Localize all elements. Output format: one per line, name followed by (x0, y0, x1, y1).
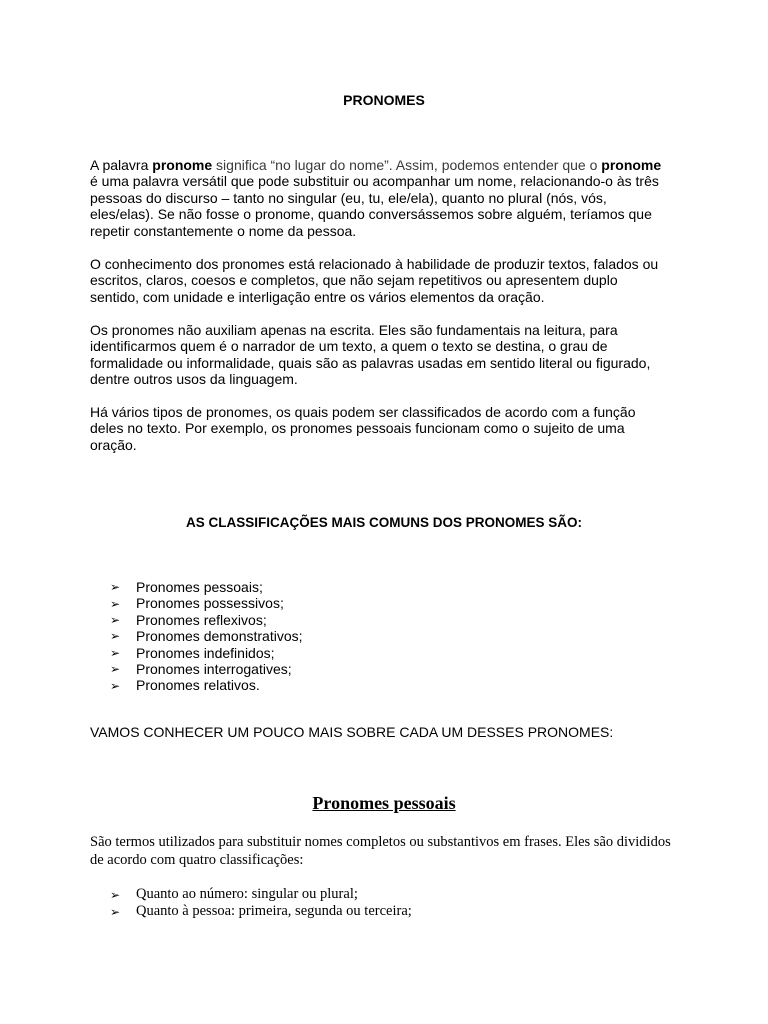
list-item (110, 628, 303, 644)
arrowhead-bullet-icon: ➢ (110, 645, 121, 660)
list-item (110, 903, 412, 920)
intro-paragraph (90, 157, 670, 239)
intro-text-2: significa “no lugar do nome”. Assim, podemos entender que o (212, 157, 602, 173)
arrowhead-bullet-icon: ➢ (110, 629, 121, 644)
arrowhead-bullet-icon: ➢ (110, 612, 121, 627)
intro-bold-1: pronome (152, 157, 213, 173)
pronomes-pessoais-heading: Pronomes pessoais (312, 793, 456, 813)
document-title: PRONOMES (343, 92, 425, 108)
classifications-heading: AS CLASSIFICAÇÕES MAIS COMUNS DOS PRONOMES SÃO: (185, 515, 583, 530)
list-item-label: Pronomes relativos. (136, 677, 260, 694)
list-item (110, 645, 303, 661)
reading-paragraph: Os pronomes não auxiliam apenas na escrita. Eles são fundamentais na leitura, para identificarmos quem é o narrador de um texto, a quem o texto se destina, o grau de formalidade ou informalidade, quais são as palavras usadas em sentido literal ou figurado, dentre outros usos da linguagem. (90, 322, 651, 388)
list-item-label: Pronomes possessivos; (136, 595, 284, 612)
intro-text-3: é uma palavra versátil que pode substituir ou acompanhar um nome, relacionando-o às três pessoas do discurso – tanto no singular (eu, tu, ele/ela), quanto no plural (nós, vós, eles/elas). Se não fosse o pronome, quando conversássemos sobre alguém, teríamos que repetir constantemente o nome da pessoa. (90, 173, 659, 239)
intro-sections-line: VAMOS CONHECER UM POUCO MAIS SOBRE CADA UM DESSES PRONOMES: (90, 724, 614, 740)
knowledge-paragraph: O conhecimento dos pronomes está relacionado à habilidade de produzir textos, falados ou escritos, claros, coesos e completos, que não sejam repetitivos ou apresentem duplo sentido, com unidade e interligação entre os vários elementos da oração. (90, 256, 659, 305)
list-item (110, 595, 303, 611)
classifications-list (110, 579, 303, 694)
pronomes-pessoais-list (110, 886, 412, 920)
arrowhead-bullet-icon: ➢ (110, 580, 121, 595)
list-item (110, 612, 303, 628)
list-item (110, 661, 303, 677)
arrowhead-bullet-icon: ➢ (110, 887, 121, 902)
list-item (110, 677, 303, 693)
arrowhead-bullet-icon: ➢ (110, 678, 121, 693)
list-item-label: Pronomes demonstrativos; (136, 628, 303, 645)
list-item-label: Pronomes indefinidos; (136, 644, 275, 661)
intro-text-1: A palavra (90, 157, 153, 173)
list-item-label: Quanto ao número: singular ou plural; (136, 886, 358, 902)
arrowhead-bullet-icon: ➢ (110, 662, 121, 677)
pronomes-pessoais-paragraph: São termos utilizados para substituir nomes completos ou substantivos em frases. Eles são divididos de acordo com quatro classificações: (90, 834, 671, 868)
types-paragraph: Há vários tipos de pronomes, os quais podem ser classificados de acordo com a função deles no texto. Por exemplo, os pronomes pessoais funcionam como o sujeito de uma oração. (90, 404, 636, 453)
arrowhead-bullet-icon: ➢ (110, 904, 121, 919)
list-item-label: Pronomes pessoais; (136, 579, 263, 595)
arrowhead-bullet-icon: ➢ (110, 596, 121, 611)
intro-bold-2: pronome (601, 157, 662, 173)
list-item (110, 579, 303, 595)
list-item-label: Pronomes interrogatives; (136, 660, 292, 677)
list-item-label: Quanto à pessoa: primeira, segunda ou terceira; (136, 903, 412, 919)
list-item (110, 886, 412, 903)
list-item-label: Pronomes reflexivos; (136, 611, 267, 628)
